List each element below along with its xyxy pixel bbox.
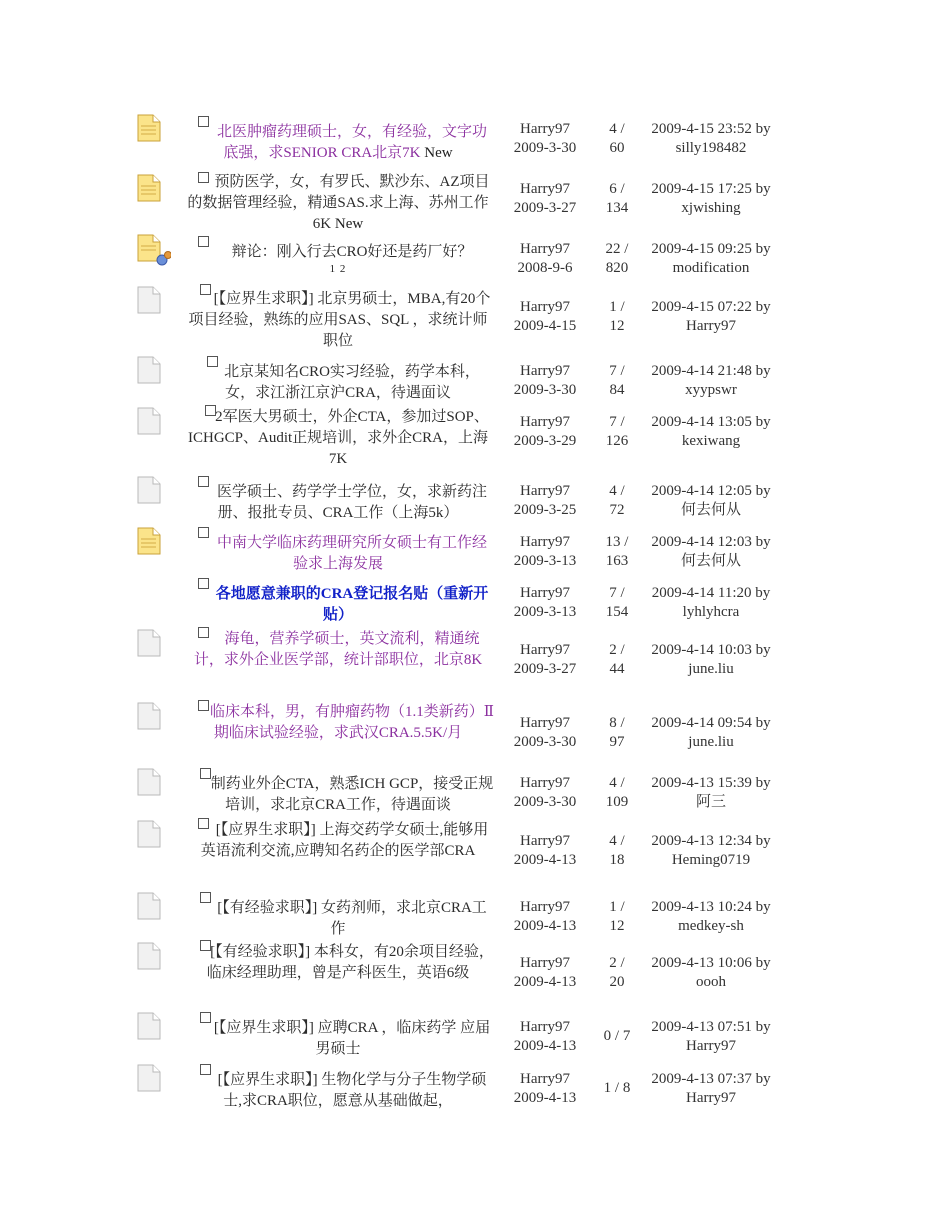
- post-date: 2009-4-13: [513, 974, 577, 990]
- view-count: 18: [609, 852, 625, 868]
- post-date: 2009-3-29: [513, 433, 577, 449]
- view-count: 44: [609, 661, 625, 677]
- last-post-time[interactable]: 2009-4-14 11:20 by: [651, 585, 771, 601]
- thread-title-cell: [182, 584, 494, 626]
- reply-view-counts: [596, 584, 638, 622]
- reply-view-counts: [596, 954, 638, 992]
- last-poster[interactable]: xyypswr: [685, 382, 737, 398]
- last-poster[interactable]: 何去何从: [680, 502, 741, 518]
- topic-icon: [137, 407, 163, 435]
- view-count: 126: [605, 433, 629, 449]
- author-cell: [502, 180, 588, 218]
- post-date: 2009-3-13: [513, 604, 577, 620]
- thread-title-cell: [182, 1018, 494, 1060]
- author-cell: [502, 362, 588, 400]
- reply-view-counts: [596, 832, 638, 870]
- last-poster[interactable]: xjwishing: [681, 200, 741, 216]
- reply-view-counts: [596, 714, 638, 752]
- last-post-cell: [636, 180, 786, 218]
- thread-title-cell: [182, 1070, 494, 1112]
- reply-count: 2 /: [609, 642, 625, 658]
- post-date: 2009-4-15: [513, 318, 577, 334]
- author-cell: [502, 774, 588, 812]
- last-post-cell: [636, 641, 786, 679]
- page-links[interactable]: 1 2: [329, 263, 347, 275]
- author-name[interactable]: Harry97: [520, 121, 570, 137]
- last-post-cell: [636, 898, 786, 936]
- reply-count: 7 /: [609, 363, 625, 379]
- author-cell: [502, 1070, 588, 1108]
- last-post-cell: [636, 533, 786, 571]
- new-badge: New: [420, 145, 453, 161]
- last-post-time[interactable]: 2009-4-13 12:34 by: [651, 833, 771, 849]
- thread-title-link[interactable]: 北京某知名CRO实习经验，药学本科，女，求江浙江京沪CRA，待遇面议: [224, 364, 480, 401]
- thread-title-link[interactable]: [【应界生求职】] 上海交药学女硕士,能够用英语流利交流,应聘知名药企的医学部CRA: [200, 822, 489, 859]
- reply-count: 0 / 7: [603, 1028, 631, 1044]
- author-name[interactable]: Harry97: [520, 715, 570, 731]
- hot-topic-icon: [137, 114, 163, 142]
- author-cell: [502, 714, 588, 752]
- post-date: 2009-4-13: [513, 918, 577, 934]
- last-post-cell: [636, 584, 786, 622]
- view-count: 163: [605, 553, 629, 569]
- thread-title-link[interactable]: [【有经验求职】] 女药剂师，求北京CRA工作: [217, 900, 487, 937]
- reply-view-counts: [596, 180, 638, 218]
- last-post-time[interactable]: 2009-4-14 09:54 by: [651, 715, 771, 731]
- author-name[interactable]: Harry97: [520, 1019, 570, 1035]
- topic-icon: [137, 820, 163, 848]
- author-cell: [502, 584, 588, 622]
- reply-count: 7 /: [609, 585, 625, 601]
- author-name[interactable]: Harry97: [520, 833, 570, 849]
- thread-title-cell: [182, 289, 494, 352]
- last-poster[interactable]: silly198482: [675, 140, 747, 156]
- reply-count: 6 /: [609, 181, 625, 197]
- reply-count: 2 /: [609, 955, 625, 971]
- last-poster[interactable]: june.liu: [688, 734, 734, 750]
- thread-title-link[interactable]: 制药业外企CTA，熟悉ICH GCP，接受正规培训，求北京CRA工作，待遇面谈: [210, 776, 494, 813]
- thread-title-cell: [182, 533, 494, 575]
- last-post-time[interactable]: 2009-4-14 12:03 by: [651, 534, 771, 550]
- topic-icon: [137, 356, 163, 384]
- thread-title-link[interactable]: 北医肿瘤药理硕士，女，有经验，文字功底强，求SENIOR CRA北京7K: [216, 124, 487, 161]
- reply-count: 4 /: [609, 483, 625, 499]
- post-date: 2009-4-13: [513, 1090, 577, 1106]
- last-post-time[interactable]: 2009-4-13 10:06 by: [651, 955, 771, 971]
- post-date: 2009-4-13: [513, 852, 577, 868]
- last-post-time[interactable]: 2009-4-15 09:25 by: [651, 241, 771, 257]
- last-post-time[interactable]: 2009-4-15 07:22 by: [651, 299, 771, 315]
- author-cell: [502, 413, 588, 451]
- post-date: 2009-3-30: [513, 794, 577, 810]
- view-count: 134: [605, 200, 629, 216]
- view-count: 820: [605, 260, 629, 276]
- last-post-cell: [636, 774, 786, 812]
- thread-title-link[interactable]: 预防医学，女，有罗氏、默沙东、AZ项目的数据管理经验，精通SAS.求上海、苏州工作6K: [187, 174, 490, 232]
- post-date: 2009-3-13: [513, 553, 577, 569]
- thread-title-cell: [182, 898, 494, 940]
- last-poster[interactable]: lyhlyhcra: [682, 604, 740, 620]
- author-cell: [502, 954, 588, 992]
- reply-view-counts: [596, 413, 638, 451]
- last-poster[interactable]: Heming0719: [671, 852, 751, 868]
- reply-view-counts: [596, 120, 638, 158]
- topic-icon: [137, 1064, 163, 1092]
- last-post-time[interactable]: 2009-4-15 17:25 by: [651, 181, 771, 197]
- last-post-time[interactable]: 2009-4-13 07:37 by: [651, 1071, 771, 1087]
- last-post-cell: [636, 954, 786, 992]
- post-date: 2009-4-13: [513, 1038, 577, 1054]
- author-name[interactable]: Harry97: [520, 414, 570, 430]
- author-cell: [502, 832, 588, 870]
- reply-view-counts: [596, 240, 638, 278]
- reply-count: 1 /: [609, 899, 625, 915]
- last-poster[interactable]: medkey-sh: [678, 918, 744, 934]
- last-post-time[interactable]: 2009-4-13 10:24 by: [651, 899, 771, 915]
- author-cell: [502, 1018, 588, 1056]
- last-post-cell: [636, 413, 786, 451]
- thread-title-cell: [182, 820, 494, 862]
- last-post-time[interactable]: 2009-4-13 15:39 by: [651, 775, 771, 791]
- last-poster[interactable]: modification: [672, 260, 750, 276]
- last-poster[interactable]: Harry97: [686, 1090, 736, 1106]
- thread-title-cell: [182, 172, 494, 235]
- view-count: 154: [605, 604, 629, 620]
- thread-title-cell: [182, 122, 494, 164]
- last-post-time[interactable]: 2009-4-15 23:52 by: [651, 121, 771, 137]
- post-date: 2009-3-27: [513, 661, 577, 677]
- last-poster[interactable]: oooh: [696, 974, 726, 990]
- author-name[interactable]: Harry97: [520, 363, 570, 379]
- last-poster[interactable]: Harry97: [686, 1038, 736, 1054]
- topic-icon: [137, 768, 163, 796]
- author-name[interactable]: Harry97: [520, 483, 570, 499]
- post-date: 2009-3-30: [513, 140, 577, 156]
- reply-view-counts: [596, 482, 638, 520]
- last-post-time[interactable]: 2009-4-14 13:05 by: [651, 414, 771, 430]
- thread-title-link[interactable]: 临床本科，男，有肿瘤药物（1.1类新药）Ⅱ期临床试验经验，求武汉CRA.5.5K/月: [210, 704, 494, 741]
- thread-title-link[interactable]: [【应界生求职】] 北京男硕士，MBA,有20个项目经验，熟练的应用SAS、SQL ，求统计师职位: [188, 291, 491, 349]
- last-post-cell: [636, 298, 786, 336]
- topic-icon: [137, 1012, 163, 1040]
- author-cell: [502, 240, 588, 278]
- topic-icon: [137, 892, 163, 920]
- author-name[interactable]: Harry97: [520, 181, 570, 197]
- last-post-time[interactable]: 2009-4-14 10:03 by: [651, 642, 771, 658]
- last-post-cell: [636, 482, 786, 520]
- last-post-cell: [636, 362, 786, 400]
- last-post-time[interactable]: 2009-4-13 07:51 by: [651, 1019, 771, 1035]
- hot-topic-icon: [137, 174, 163, 202]
- thread-title-link[interactable]: [【应界生求职】] 应聘CRA ，临床药学 应届男硕士: [213, 1020, 491, 1057]
- thread-title-link[interactable]: 中南大学临床药理研究所女硕士有工作经验求上海发展: [216, 535, 487, 572]
- thread-title-link[interactable]: 海龟，营养学硕士，英文流利，精通统计，求外企业医学部，统计部职位，北京8K: [193, 631, 483, 668]
- post-date: 2009-3-30: [513, 382, 577, 398]
- new-badge: New: [331, 216, 364, 232]
- reply-count: 22 /: [605, 241, 629, 257]
- topic-icon: [137, 476, 163, 504]
- last-post-time[interactable]: 2009-4-14 12:05 by: [651, 483, 771, 499]
- post-date: 2009-3-30: [513, 734, 577, 750]
- author-name[interactable]: Harry97: [520, 955, 570, 971]
- reply-count: 7 /: [609, 414, 625, 430]
- reply-count: 4 /: [609, 775, 625, 791]
- author-cell: [502, 641, 588, 679]
- last-post-cell: [636, 832, 786, 870]
- author-name[interactable]: Harry97: [520, 241, 570, 257]
- view-count: 20: [609, 974, 625, 990]
- thread-title-link[interactable]: 医学硕士、药学学士学位，女，求新药注册、报批专员、CRA工作（上海5k）: [216, 484, 487, 521]
- thread-title-link[interactable]: [【有经验求职】] 本科女，有20余项目经验，临床经理助理，曾是产科医生，英语6级: [206, 944, 494, 981]
- author-cell: [502, 120, 588, 158]
- topic-icon: [137, 942, 163, 970]
- author-name[interactable]: Harry97: [520, 1071, 570, 1087]
- last-poster[interactable]: june.liu: [688, 661, 734, 677]
- thread-title-cell: [182, 482, 494, 524]
- reply-count: 1 /: [609, 299, 625, 315]
- reply-view-counts: [596, 298, 638, 336]
- post-date: 2009-3-27: [513, 200, 577, 216]
- author-name[interactable]: Harry97: [520, 534, 570, 550]
- topic-icon: [137, 629, 163, 657]
- last-post-cell: [636, 240, 786, 278]
- view-count: 60: [609, 140, 625, 156]
- reply-view-counts: [596, 533, 638, 571]
- last-poster[interactable]: kexiwang: [681, 433, 741, 449]
- thread-title-cell: [182, 407, 494, 470]
- reply-view-counts: [596, 641, 638, 679]
- author-name[interactable]: Harry97: [520, 585, 570, 601]
- view-count: 97: [609, 734, 625, 750]
- topic-icon: [137, 702, 163, 730]
- hot-topic-icon: [137, 527, 163, 555]
- thread-title-cell: [182, 774, 494, 816]
- view-count: 72: [609, 502, 625, 518]
- author-name[interactable]: Harry97: [520, 642, 570, 658]
- author-cell: [502, 898, 588, 936]
- hot-poll-topic-icon: [137, 234, 163, 262]
- author-name[interactable]: Harry97: [520, 299, 570, 315]
- thread-title-cell: [182, 702, 494, 744]
- author-cell: [502, 298, 588, 336]
- last-post-cell: [636, 714, 786, 752]
- view-count: 12: [609, 918, 625, 934]
- last-post-time[interactable]: 2009-4-14 21:48 by: [651, 363, 771, 379]
- thread-title-cell: [182, 362, 494, 404]
- post-date: 2009-3-25: [513, 502, 577, 518]
- last-post-cell: [636, 1018, 786, 1056]
- last-post-cell: [636, 120, 786, 158]
- reply-view-counts: [596, 1079, 638, 1098]
- thread-title-cell: [182, 942, 494, 984]
- reply-count: 4 /: [609, 833, 625, 849]
- last-poster[interactable]: 阿三: [695, 794, 726, 810]
- author-name[interactable]: Harry97: [520, 775, 570, 791]
- post-date: 2008-9-6: [517, 260, 573, 276]
- reply-count: 13 /: [605, 534, 629, 550]
- reply-count: 8 /: [609, 715, 625, 731]
- view-count: 109: [605, 794, 629, 810]
- author-name[interactable]: Harry97: [520, 899, 570, 915]
- reply-count: 4 /: [609, 121, 625, 137]
- reply-view-counts: [596, 774, 638, 812]
- author-cell: [502, 482, 588, 520]
- thread-title-cell: [182, 629, 494, 671]
- last-poster[interactable]: 何去何从: [680, 553, 741, 569]
- reply-view-counts: [596, 898, 638, 936]
- thread-title-link[interactable]: 各地愿意兼职的CRA登记报名贴（重新开贴）: [215, 586, 489, 623]
- last-post-cell: [636, 1070, 786, 1108]
- thread-title-cell: [182, 242, 494, 275]
- thread-title-link[interactable]: 2军医大男硕士，外企CTA，参加过SOP、ICHGCP、Audit正规培训，求外企CRA，上海7K: [187, 409, 489, 467]
- reply-view-counts: [596, 362, 638, 400]
- author-cell: [502, 533, 588, 571]
- view-count: 12: [609, 318, 625, 334]
- view-count: 84: [609, 382, 625, 398]
- topic-icon: [137, 286, 163, 314]
- last-poster[interactable]: Harry97: [686, 318, 736, 334]
- thread-title-link[interactable]: [【应界生求职】] 生物化学与分子生物学硕士,求CRA职位，愿意从基础做起，: [217, 1072, 487, 1109]
- reply-count: 1 / 8: [603, 1080, 631, 1096]
- thread-title-link[interactable]: 辩论：刚入行去CRO好还是药厂好？: [231, 244, 473, 260]
- reply-view-counts: [596, 1027, 638, 1046]
